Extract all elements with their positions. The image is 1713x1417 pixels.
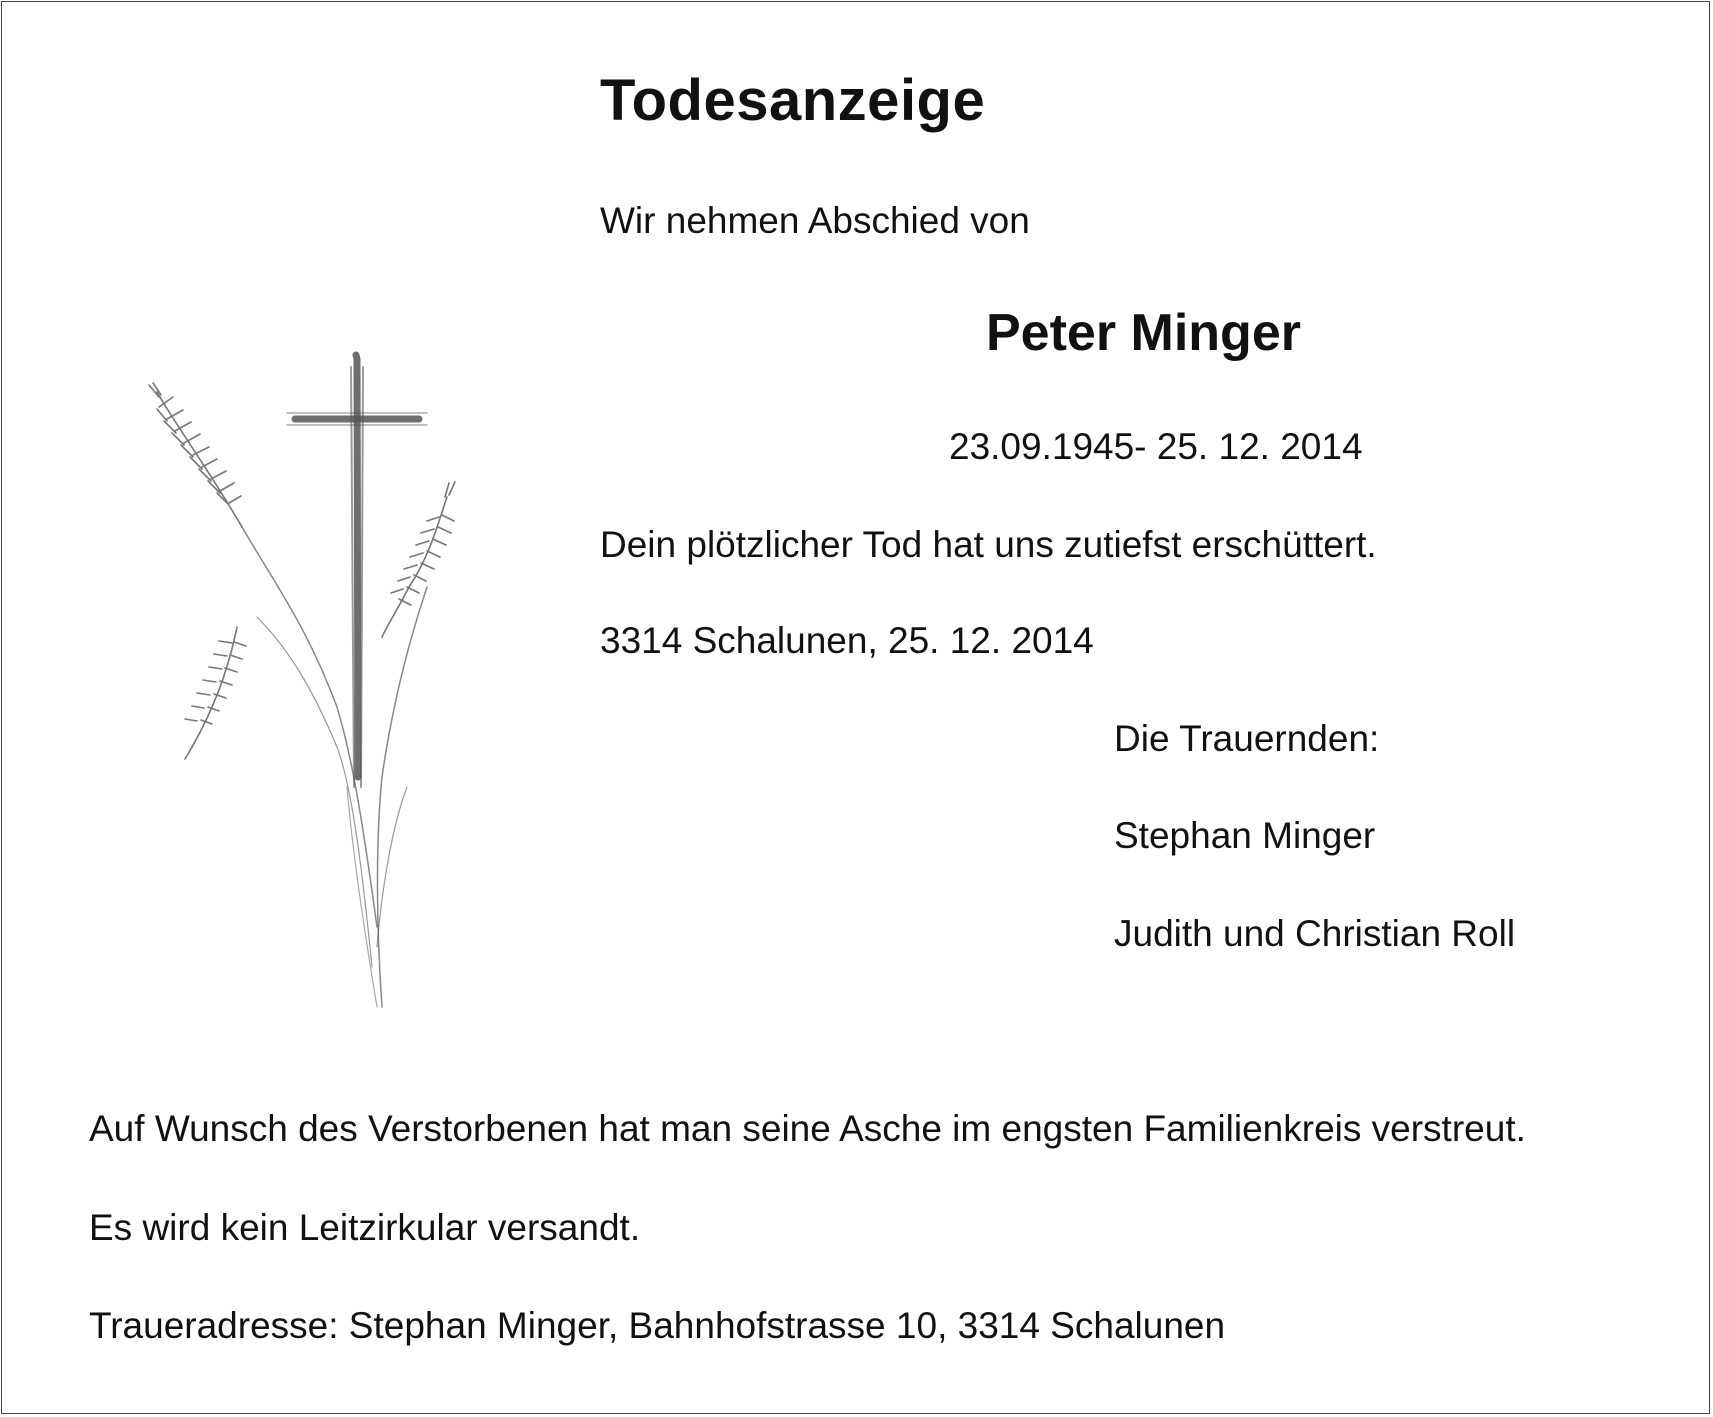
condolence-message: Dein plötzlicher Tod hat uns zutiefst erschüttert. — [600, 524, 1377, 565]
mourning-address: Traueradresse: Stephan Minger, Bahnhofstrasse 10, 3314 Schalunen — [89, 1305, 1226, 1346]
deceased-name: Peter Minger — [986, 304, 1301, 362]
cross-with-wheat-icon — [137, 347, 497, 1027]
notice-title: Todesanzeige — [600, 68, 986, 133]
intro-text: Wir nehmen Abschied von — [600, 200, 1030, 241]
mourners-label: Die Trauernden: — [1114, 718, 1380, 759]
circular-note: Es wird kein Leitzirkular versandt. — [89, 1207, 641, 1248]
life-dates: 23.09.1945- 25. 12. 2014 — [949, 426, 1363, 467]
ashes-note: Auf Wunsch des Verstorbenen hat man seine Asche im engsten Familienkreis verstreut. — [89, 1108, 1526, 1149]
place-and-date: 3314 Schalunen, 25. 12. 2014 — [600, 620, 1094, 661]
mourner-name: Stephan Minger — [1114, 815, 1376, 856]
mourner-name: Judith und Christian Roll — [1114, 913, 1516, 954]
death-notice-card — [1, 1, 1710, 1414]
